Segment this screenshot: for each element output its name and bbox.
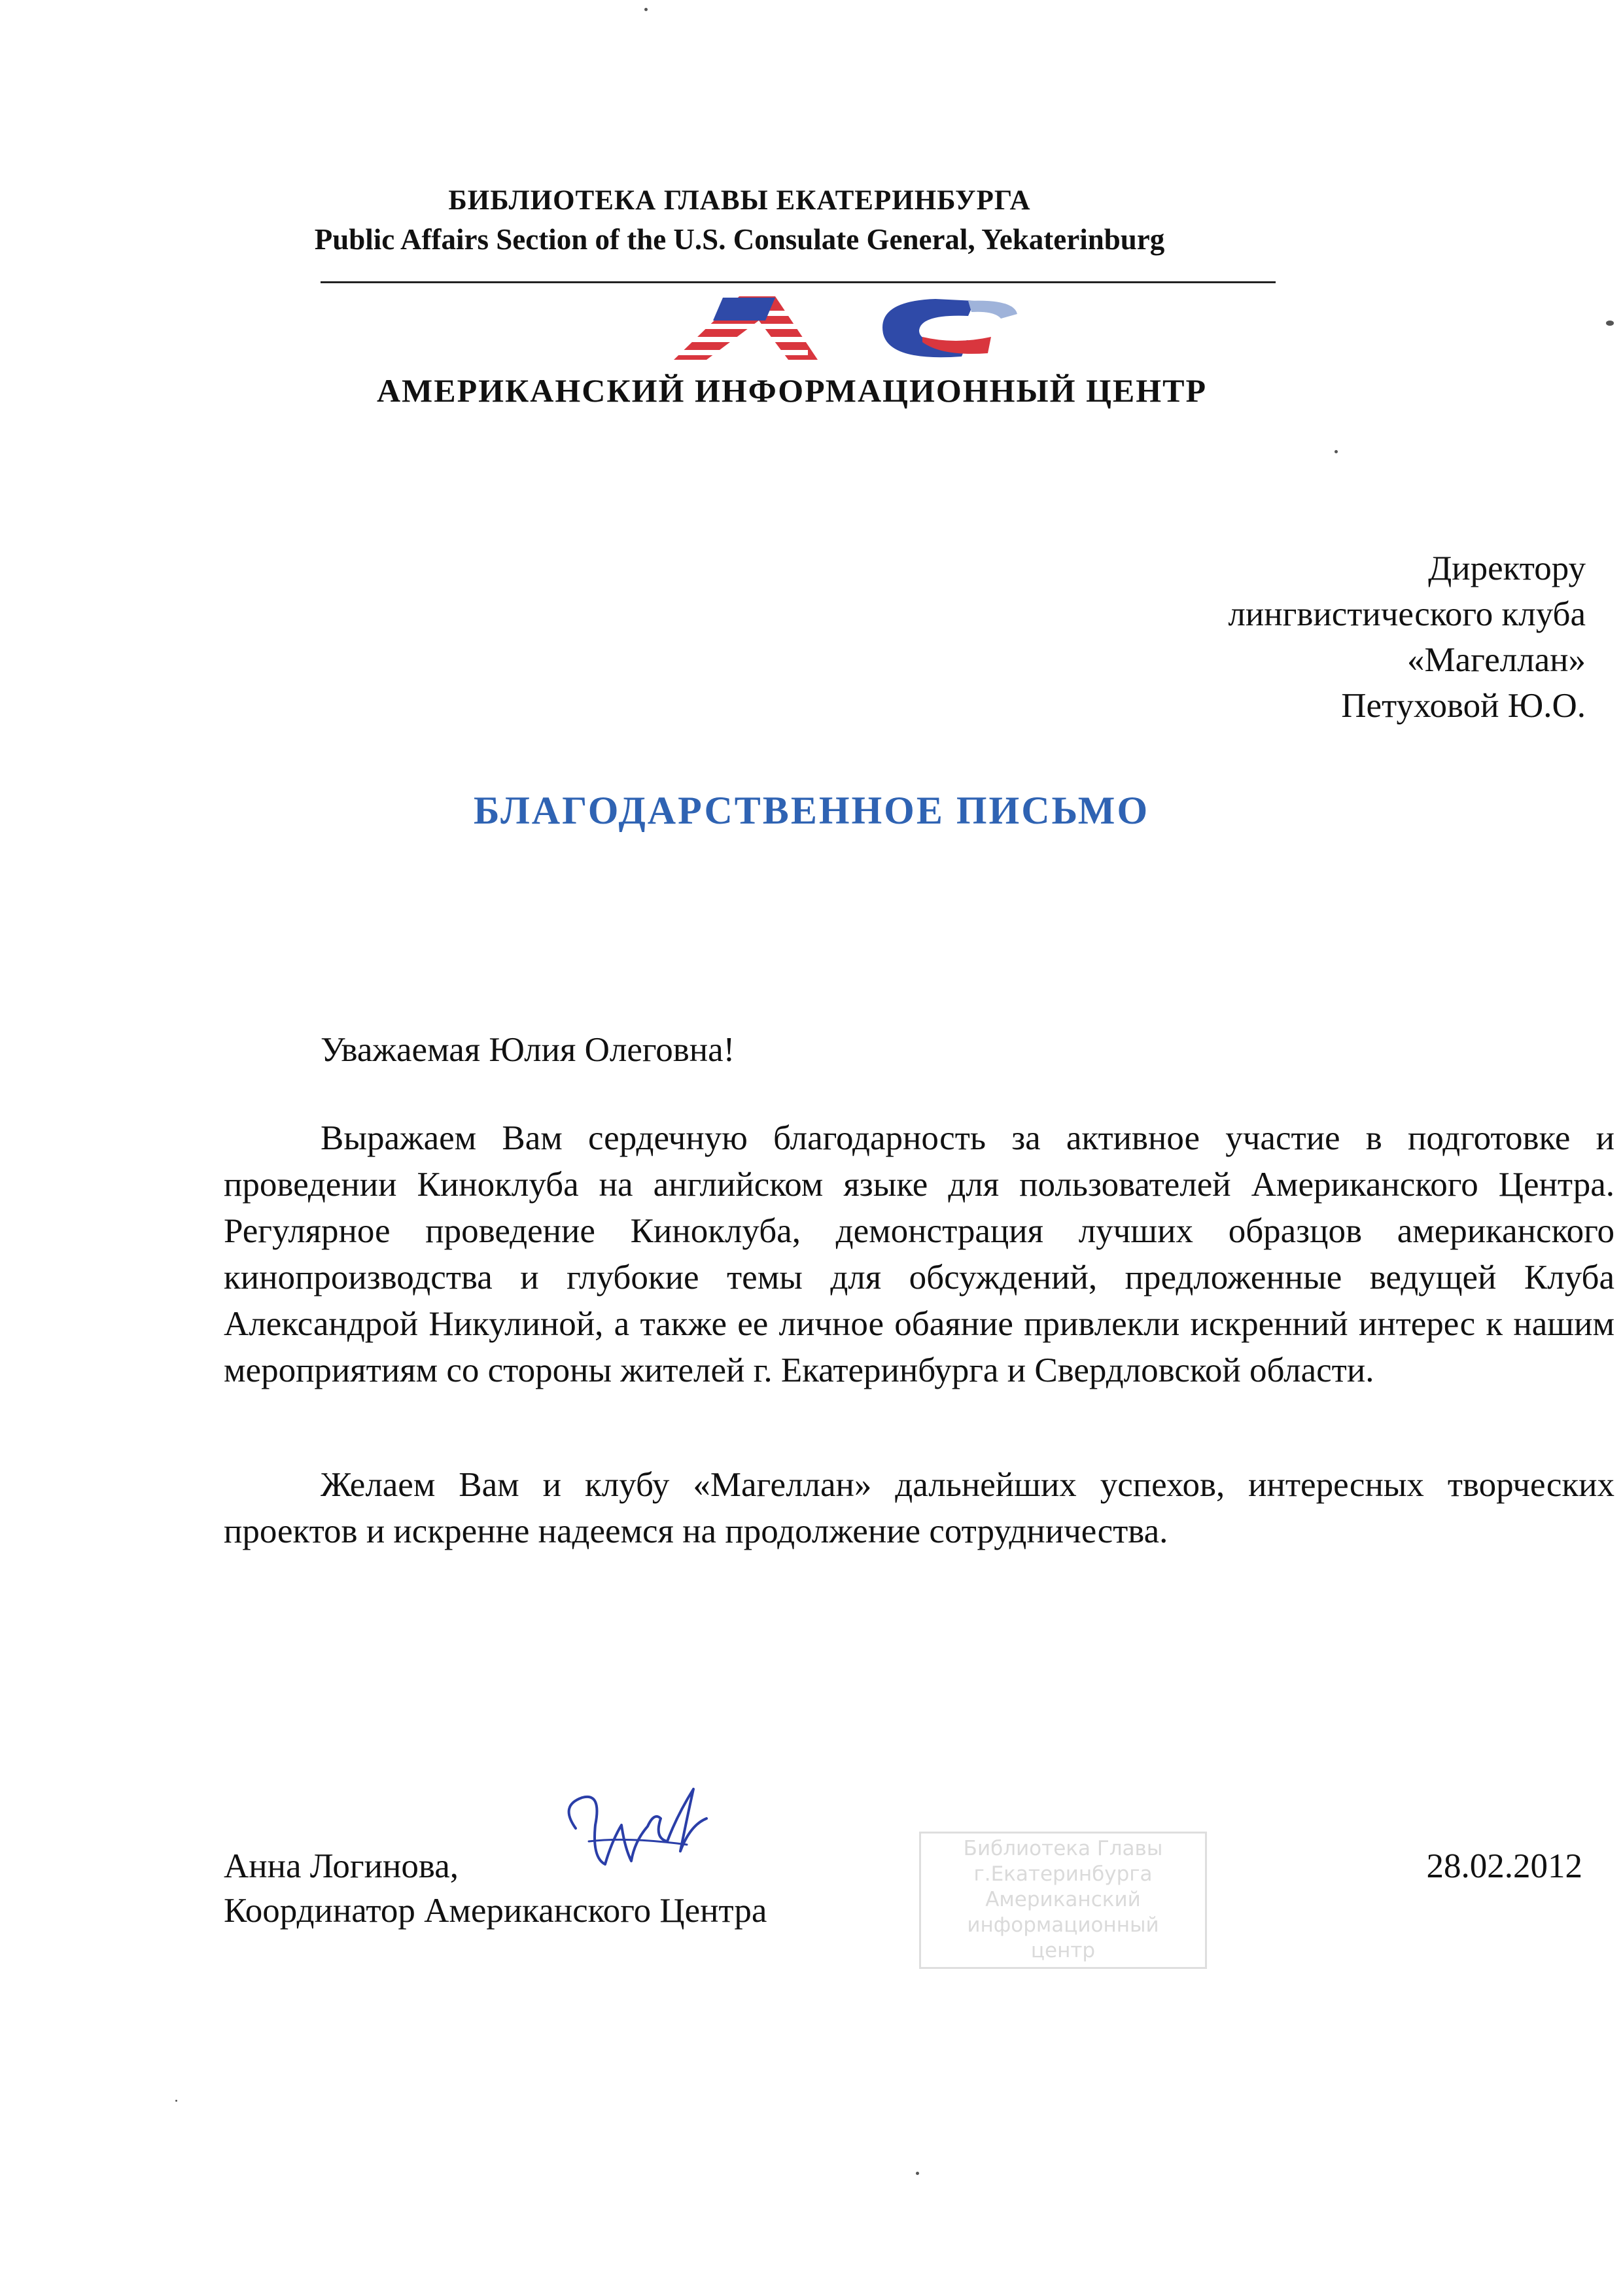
body-paragraph: Выражаем Вам сердечную благодарность за активное участие в подготовке и проведении Киноклуба на английском языке для пользователей Американского Центра. Регулярное проведение Киноклуба, демонстрация лучших образцов американского кинопроизводства и глубокие темы для обсуждений, предложенные ведущей Клуба Александрой Никулиной, а также ее личное обаяние привлекли искренний интерес к нашим мероприятиям со стороны жителей г. Екатеринбурга и Свердловской области.: [224, 1119, 1614, 1389]
handwritten-signature: [556, 1779, 713, 1884]
scan-speck: [1335, 450, 1338, 453]
addressee-line: Петуховой Ю.О.: [1341, 687, 1586, 725]
signer-name: Анна Логинова,: [224, 1847, 459, 1885]
addressee-block: [1228, 546, 1586, 729]
scan-speck: [916, 2172, 919, 2175]
signer-role: Координатор Американского Центра: [224, 1892, 767, 1930]
logo-letter-c: [882, 299, 1017, 357]
center-name: АМЕРИКАНСКИЙ ИНФОРМАЦИОННЫЙ ЦЕНТР: [376, 372, 1208, 409]
addressee-line: «Магеллан»: [1407, 641, 1586, 679]
org-name-ru: БИБЛИОТЕКА ГЛАВЫ ЕКАТЕРИНБУРГА: [448, 185, 1031, 216]
scan-speck: [175, 2100, 177, 2102]
header-divider: [321, 281, 1276, 283]
faded-stamp: [919, 1832, 1207, 1969]
addressee-line: лингвистического клуба: [1228, 595, 1586, 633]
body-paragraph: Желаем Вам и клубу «Магеллан» дальнейших успехов, интересных творческих проектов и искренне надеемся на продолжение сотрудничества.: [224, 1466, 1614, 1550]
ac-logo: [661, 291, 1053, 363]
org-name-en: Public Affairs Section of the U.S. Consulate General, Yekaterinburg: [314, 223, 1165, 256]
addressee-line: Директору: [1428, 549, 1586, 587]
scan-speck: [644, 8, 648, 11]
letter-title: БЛАГОДАРСТВЕННОЕ ПИСЬМО: [473, 789, 1150, 832]
scan-speck: [1606, 321, 1614, 326]
logo-letter-a: [674, 296, 818, 360]
stamp-text: Библиотека Главы г.Екатеринбурга Американский информационный центр: [963, 1837, 1163, 1962]
greeting: Уважаемая Юлия Олеговна!: [321, 1031, 735, 1069]
letter-date: 28.02.2012: [1426, 1847, 1582, 1885]
